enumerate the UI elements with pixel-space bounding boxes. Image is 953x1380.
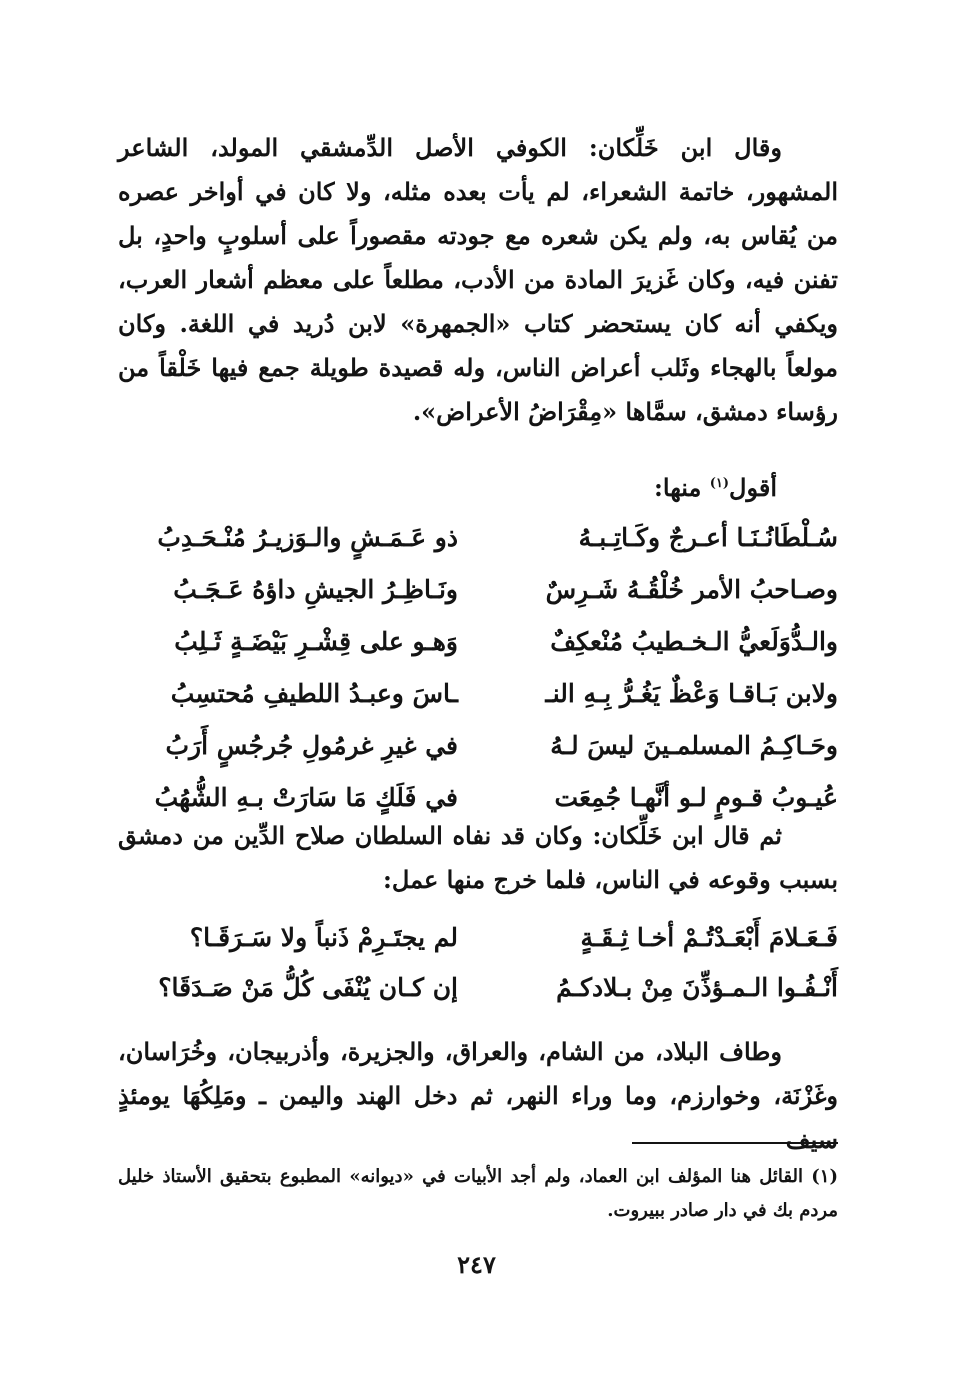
paragraph-exile	[118, 814, 838, 902]
paragraph-text: ثم قال ابن خَلِّكان: وكان قد نفاه السلطان صلاح الدِّين من دمشق بسبب وقوعه في الناس، فلما خرج منها عمل:	[118, 821, 838, 894]
verse-second-hemistich: ونَـاظِـرُ الجيشِ داؤهُ عَـجَـبُ	[173, 574, 458, 604]
verse-first-hemistich: وحَـاكِـمُ المسلمـينَ ليسَ لـهُ	[550, 730, 838, 760]
verse-line	[118, 511, 838, 563]
verse-line	[118, 719, 838, 771]
intro-text-after: منها:	[654, 473, 710, 502]
verse-second-hemistich: ذو عَـمَـشٍ والـوَزيـرُ مُنْـحَـدِبُ	[157, 522, 458, 552]
verse-line	[118, 667, 838, 719]
verse-first-hemistich: فَـعَـلامَ أَبْعَـدْتُـمْ أخـا ثِـقَـةٍ	[580, 922, 838, 952]
intro-text: أقول	[729, 473, 777, 502]
paragraph-text: وقال ابن خَلِّكان: الكوفي الأصل الدِّمشقي المولد، الشاعر المشهور، خاتمة الشعراء، لم يأت بعده مثله، ولا كان في أواخر عصره من يُقاس به، ولم يكن شعره مع جودته مقصوراً على أسلوبٍ واحدٍ، بل تفنن فيه، وكان غَزيرَ المادة من الأدب، مطلعاً على معظم أشعار العرب، ويكفي أنه كان يستحضر كتاب «الجمهرة» لابن دُريد في اللغة. وكان مولعاً بالهجاء وثَلب أعراض الناس، وله قصيدة طويلة جمع فيها خَلْقاً من رؤساء دمشق، سمَّاها «مِقْرَاضُ الأعراض».	[118, 133, 838, 426]
verse-line	[118, 563, 838, 615]
verse-intro	[654, 464, 777, 508]
verse-second-hemistich: في غيرِ غرمُولِ جُرجُسٍ أَرَبُ	[165, 730, 458, 760]
verse-first-hemistich: عُيـوبُ قـومٍ لـو أنَّهـا جُمِعَت	[554, 782, 838, 812]
paragraph-ibn-khallikan	[118, 126, 838, 434]
poem-exile	[118, 912, 838, 1012]
poem-satire	[118, 511, 838, 823]
verse-second-hemistich: في فَلَكٍ مَا سَارَتْ بـهِ الشُّهُبُ	[154, 782, 458, 812]
footnote	[118, 1160, 838, 1228]
footnote-text: (١) القائل هنا المؤلف ابن العماد، ولم أجد الأبيات في «ديوانه» المطبوع بتحقيق الأستاذ خليل مردم بك في دار صادر ببيروت.	[118, 1166, 838, 1221]
verse-first-hemistich: سُـلْطَانُـنَـا أعـرجٌ وكَـاتِـبـهُ	[578, 522, 838, 552]
verse-line	[118, 912, 838, 962]
verse-first-hemistich: وصـاحبُ الأمر خُلْقُـهُ شَـرِسٌ	[545, 574, 838, 604]
footnote-ref: (١)	[709, 476, 730, 491]
verse-second-hemistich: ـاسَ وعبـدُ اللطيفِ مُحتسِبُ	[170, 678, 458, 708]
verse-second-hemistich: لم يجتَـرِمْ ذَنباً ولا سَـرَقَـا؟	[189, 922, 458, 952]
verse-line	[118, 615, 838, 667]
footnote-divider	[632, 1142, 838, 1144]
page-number: ٢٤٧	[457, 1250, 496, 1279]
verse-line	[118, 962, 838, 1012]
verse-second-hemistich: إن كـان يُنْفَى كُلُّ مَنْ صَـدَقَا؟	[158, 972, 458, 1002]
verse-first-hemistich: والـدُّوَلَعيُّ الـخـطيبُ مُنْعكِفٌ	[550, 626, 838, 656]
verse-second-hemistich: وَهـو على قِشْـرِ بَيْضَـةٍ ثَـلِبُ	[174, 626, 458, 656]
verse-first-hemistich: أَنْـفُـوا الـمـؤذِّنَ مِنْ بـلادكـمُ	[556, 972, 838, 1002]
verse-first-hemistich: ولابن بَـاقـا وَعْظٌ يَغُـرُّ بِـهِ النـ	[545, 678, 838, 708]
paragraph-text: وطاف البلاد، من الشام، والعراق، والجزيرة، وأذربيجان، وخُرَاسان، وغَزْنَة، وخوارزم، وما وراء النهر، ثم دخل الهند واليمن ـ ومَلِكُهَا يومئذٍ سيف	[118, 1037, 838, 1154]
